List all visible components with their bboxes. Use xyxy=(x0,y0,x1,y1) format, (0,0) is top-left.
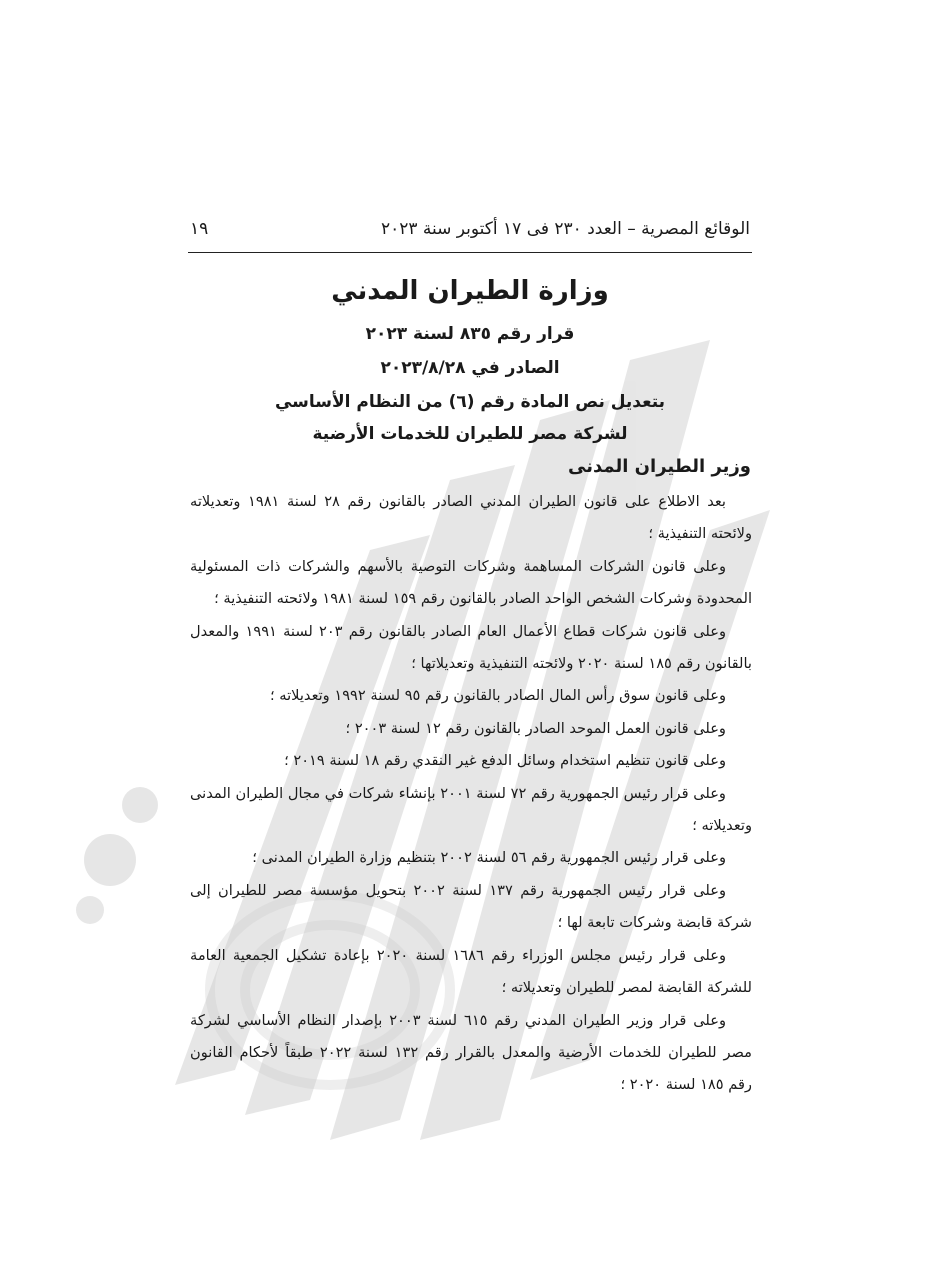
paragraph: وعلى قانون سوق رأس المال الصادر بالقانون رقم ٩٥ لسنة ١٩٩٢ وتعديلاته ؛ xyxy=(269,687,726,705)
decree-date: الصادر في ٢٠٢٣/٨/٢٨ xyxy=(380,358,560,378)
running-header xyxy=(190,214,750,244)
paragraph: وعلى قرار رئيس الجمهورية رقم ١٣٧ لسنة ٢٠٠٢ بتحويل مؤسسة مصر للطيران إلى شركة قابضة وشركات تابعة لها ؛ xyxy=(190,881,752,932)
minister-title: وزير الطيران المدنى xyxy=(568,456,751,477)
header-divider xyxy=(188,252,752,253)
decree-number: قرار رقم ٨٣٥ لسنة ٢٠٢٣ xyxy=(365,324,575,344)
paragraph: وعلى قرار رئيس مجلس الوزراء رقم ١٦٨٦ لسنة ٢٠٢٠ بإعادة تشكيل الجمعية العامة للشركة القابضة لمصر للطيران وتعديلاته ؛ xyxy=(190,946,752,997)
paragraph: وعلى قانون الشركات المساهمة وشركات التوصية بالأسهم والشركات ذات المسئولية المحدودة وشركات الشخص الواحد الصادر بالقانون رقم ١٥٩ لسنة ١٩٨١ ولائحته التنفيذية ؛ xyxy=(190,557,752,608)
paragraph: وعلى قانون العمل الموحد الصادر بالقانون رقم ١٢ لسنة ٢٠٠٣ ؛ xyxy=(345,719,726,737)
ministry-title: وزارة الطيران المدني xyxy=(331,276,609,306)
paragraph: وعلى قانون تنظيم استخدام وسائل الدفع غير النقدي رقم ١٨ لسنة ٢٠١٩ ؛ xyxy=(284,752,726,770)
paragraph: بعد الاطلاع على قانون الطيران المدني الصادر بالقانون رقم ٢٨ لسنة ١٩٨١ وتعديلاته ولائحته التنفيذية ؛ xyxy=(190,493,752,543)
gazette-issue-line: الوقائع المصرية – العدد ٢٣٠ فى ١٧ أكتوبر سنة ٢٠٢٣ xyxy=(380,219,750,239)
decree-subject-line2: لشركة مصر للطيران للخدمات الأرضية xyxy=(312,424,628,444)
paragraph: وعلى قرار رئيس الجمهورية رقم ٧٢ لسنة ٢٠٠١ بإنشاء شركات في مجال الطيران المدنى وتعديلاته ؛ xyxy=(190,784,752,835)
page-number: ١٩ xyxy=(190,219,209,239)
paragraph: وعلى قانون شركات قطاع الأعمال العام الصادر بالقانون رقم ٢٠٣ لسنة ١٩٩١ والمعدل بالقانون رقم ١٨٥ لسنة ٢٠٢٠ ولائحته التنفيذية وتعديلاتها ؛ xyxy=(190,622,752,673)
paragraph: وعلى قرار رئيس الجمهورية رقم ٥٦ لسنة ٢٠٠٢ بتنظيم وزارة الطيران المدنى ؛ xyxy=(252,849,726,867)
paragraph: وعلى قرار وزير الطيران المدني رقم ٦١٥ لسنة ٢٠٠٣ بإصدار النظام الأساسي لشركة مصر للطيران للخدمات الأرضية والمعدل بالقرار رقم ١٣٢ لسنة ٢٠٢٢ طبقاً لأحكام القانون رقم ١٨٥ لسنة ٢٠٢٠ ؛ xyxy=(190,1011,752,1094)
decree-body xyxy=(190,486,752,1102)
decree-subject-line1: بتعديل نص المادة رقم (٦) من النظام الأساسي xyxy=(274,392,666,412)
